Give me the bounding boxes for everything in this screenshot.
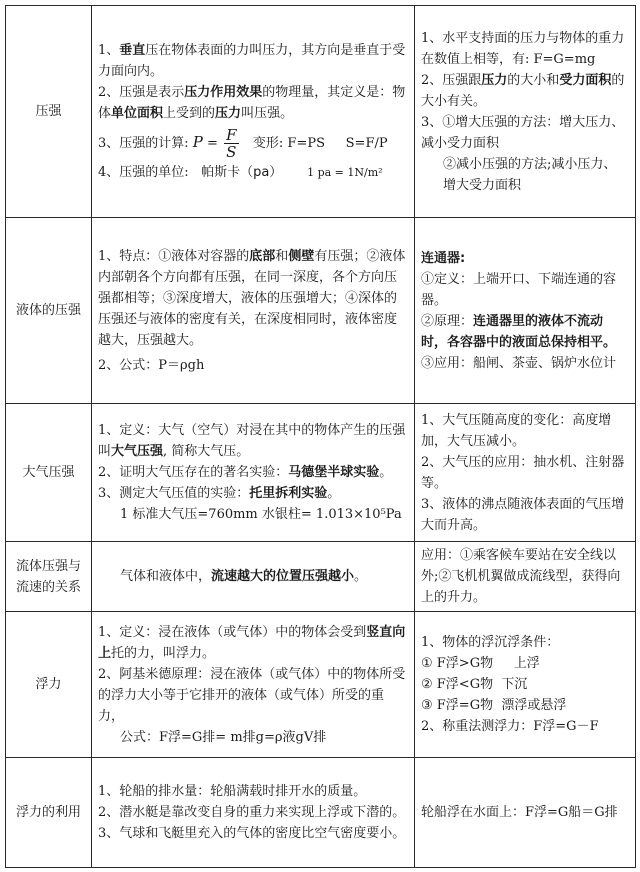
text-line: ②减小压强的方法;减小压力、增大受力面积: [443, 156, 617, 193]
definition-cell: [92, 6, 415, 218]
text-line: 1、垂直压在物体表面的力叫压力，其方向是垂直于受力面向内。: [98, 43, 406, 79]
text-line: ③应用：船闸、茶壶、锅炉水位计: [421, 355, 617, 371]
text-line: ① F浮>G物 上浮: [421, 656, 540, 671]
topic-cell: [6, 612, 92, 758]
bold-heading: 连通器:: [421, 250, 466, 266]
bold-text: 连通器里的液体不流动时，各容器中的液面总保持相平。: [421, 313, 617, 350]
text-line: 2、证明大气压存在的著名实验：马德堡半球实验。: [98, 465, 393, 480]
text-line: ③ F浮=G物 漂浮或悬浮: [421, 698, 567, 713]
text-line: 2、大气压的应用：抽水机、注射器等。: [421, 454, 625, 491]
topic-label: 浮力: [35, 677, 62, 692]
table-row: [6, 218, 636, 404]
bold-text: 压力: [215, 106, 242, 121]
topic-cell: [6, 218, 92, 404]
text-line: 1、水平支持面的压力与物体的重力在数值上相等，有: F=G=mg: [421, 30, 625, 67]
topic-label: 液体的压强: [15, 303, 81, 318]
definition-cell: [92, 758, 415, 868]
bold-text: 垂直: [119, 43, 146, 58]
text-line: 气体和液体中，流速越大的位置压强越小。: [120, 569, 368, 584]
text-line: 1、特点：①液体对容器的底部和侧壁有压强；②液体内部朝各个方向都有压强，在同一深度，各个方向压强都相等；③深度增大，液体的压强增大；④深体的压强还与液体的密度有关，在深度相同时，液体密度越大，压强越大。: [98, 248, 406, 348]
text-line: 轮船浮在水面上：F浮=G船＝G排: [421, 805, 618, 820]
application-cell: [415, 758, 636, 868]
application-cell: [415, 218, 636, 404]
text-line: 4、压强的单位: 帕斯卡（pa） 1 pa = 1N/m²: [98, 165, 383, 180]
text-line: 1、大气压随高度的变化：高度增加，大气压减小。: [421, 412, 612, 449]
bold-text: 大气压强: [111, 444, 164, 459]
definition-cell: [92, 404, 415, 542]
pressure-fraction: $\frac{F}{S}$: [226, 126, 237, 161]
table-row: [6, 404, 636, 542]
bold-text: 马德堡半球实验: [288, 465, 380, 480]
bold-text: 底部: [249, 248, 276, 264]
topic-cell: [6, 404, 92, 542]
text-line: 2、潜水艇是靠改变自身的重力来实现上浮或下潜的。: [98, 805, 406, 820]
bold-text: 竖直向上: [98, 624, 406, 661]
bold-text: 压力作用效果: [184, 85, 263, 100]
application-cell: [415, 542, 636, 612]
application-cell: [415, 612, 636, 758]
formula-line: 2、公式：P＝ρgh: [98, 357, 205, 373]
pressure-buoyancy-summary-table: [5, 5, 636, 868]
definition-cell: [92, 218, 415, 404]
text-line: ② F浮<G物 下沉: [421, 677, 528, 692]
text-line: 2、压强跟压力的大小和受力面积的大小有关。: [421, 72, 625, 109]
text-line: 2、阿基米德原理：浸在液体（或气体）中的物体所受的浮力大小等于它排开的液体（或气体）所受的重力，: [98, 666, 406, 724]
topic-label: 压强: [35, 104, 62, 119]
topic-cell: [6, 6, 92, 218]
text-line: 3、测定大气压值的实验：托里拆利实验。: [98, 486, 341, 501]
definition-cell: [92, 542, 415, 612]
formula-line: 3、压强的计算: P = $\frac{F}{S}$ 变形: F=PS S=F/P: [98, 126, 388, 161]
table-row: [6, 6, 636, 218]
table-row: [6, 542, 636, 612]
text-line: 1、轮船的排水量：轮船满载时排开水的质量。: [98, 784, 367, 799]
text-line: 2、压强是表示压力作用效果的物理量，其定义是：物体单位面积上受到的压力叫压强。: [98, 85, 406, 121]
text-line: ②原理：连通器里的液体不流动时，各容器中的液面总保持相平。: [421, 313, 617, 350]
formula-line: 公式：F浮=G排= m排g=ρ液gV排: [120, 729, 327, 745]
topic-cell: [6, 542, 92, 612]
text-line: ①定义：上端开口、下端连通的容器。: [421, 271, 617, 308]
text-line: 1 标准大气压=760mm 水银柱= 1.013×10⁵Pa: [120, 507, 402, 522]
definition-cell: [92, 612, 415, 758]
text-line: 3、气球和飞艇里充入的气体的密度比空气密度要小。: [98, 826, 406, 841]
topic-label: 流体压强与流速的关系: [15, 558, 81, 595]
text-line: 2、称重法测浮力：F浮=G－F: [421, 719, 599, 734]
application-cell: [415, 404, 636, 542]
table-row: [6, 758, 636, 868]
bold-text: 流速越大的位置压强越小: [211, 569, 355, 584]
topic-label: 浮力的利用: [15, 805, 81, 820]
text-line: 3、液体的沸点随液体表面的气压增大而升高。: [421, 496, 625, 533]
text-line: 3、①增大压强的方法：增大压力、减小受力面积: [421, 114, 625, 151]
table-row: [6, 612, 636, 758]
text-line: 1、定义：大气（空气）对浸在其中的物体产生的压强叫大气压强, 简称大气压。: [98, 423, 406, 459]
bold-text: 帕斯卡（pa）: [201, 165, 283, 180]
bold-text: 单位面积: [111, 106, 164, 121]
text-line: 1、定义：浸在液体（或气体）中的物体会受到竖直向上托的力，叫浮力。: [98, 624, 406, 661]
bold-text: 压力: [481, 72, 508, 88]
bold-text: 侧壁: [288, 248, 315, 264]
bold-text: 受力面积: [559, 72, 612, 88]
application-cell: [415, 6, 636, 218]
bold-text: 托里拆利实验: [249, 486, 328, 501]
topic-cell: [6, 758, 92, 868]
topic-label: 大气压强: [22, 465, 75, 480]
text-line: 应用：①乘客候车要站在安全线以外;②飞机机翼做成流线型，获得向上的升力。: [421, 548, 621, 605]
text-line: 1、物体的浮沉浮条件：: [421, 635, 560, 650]
